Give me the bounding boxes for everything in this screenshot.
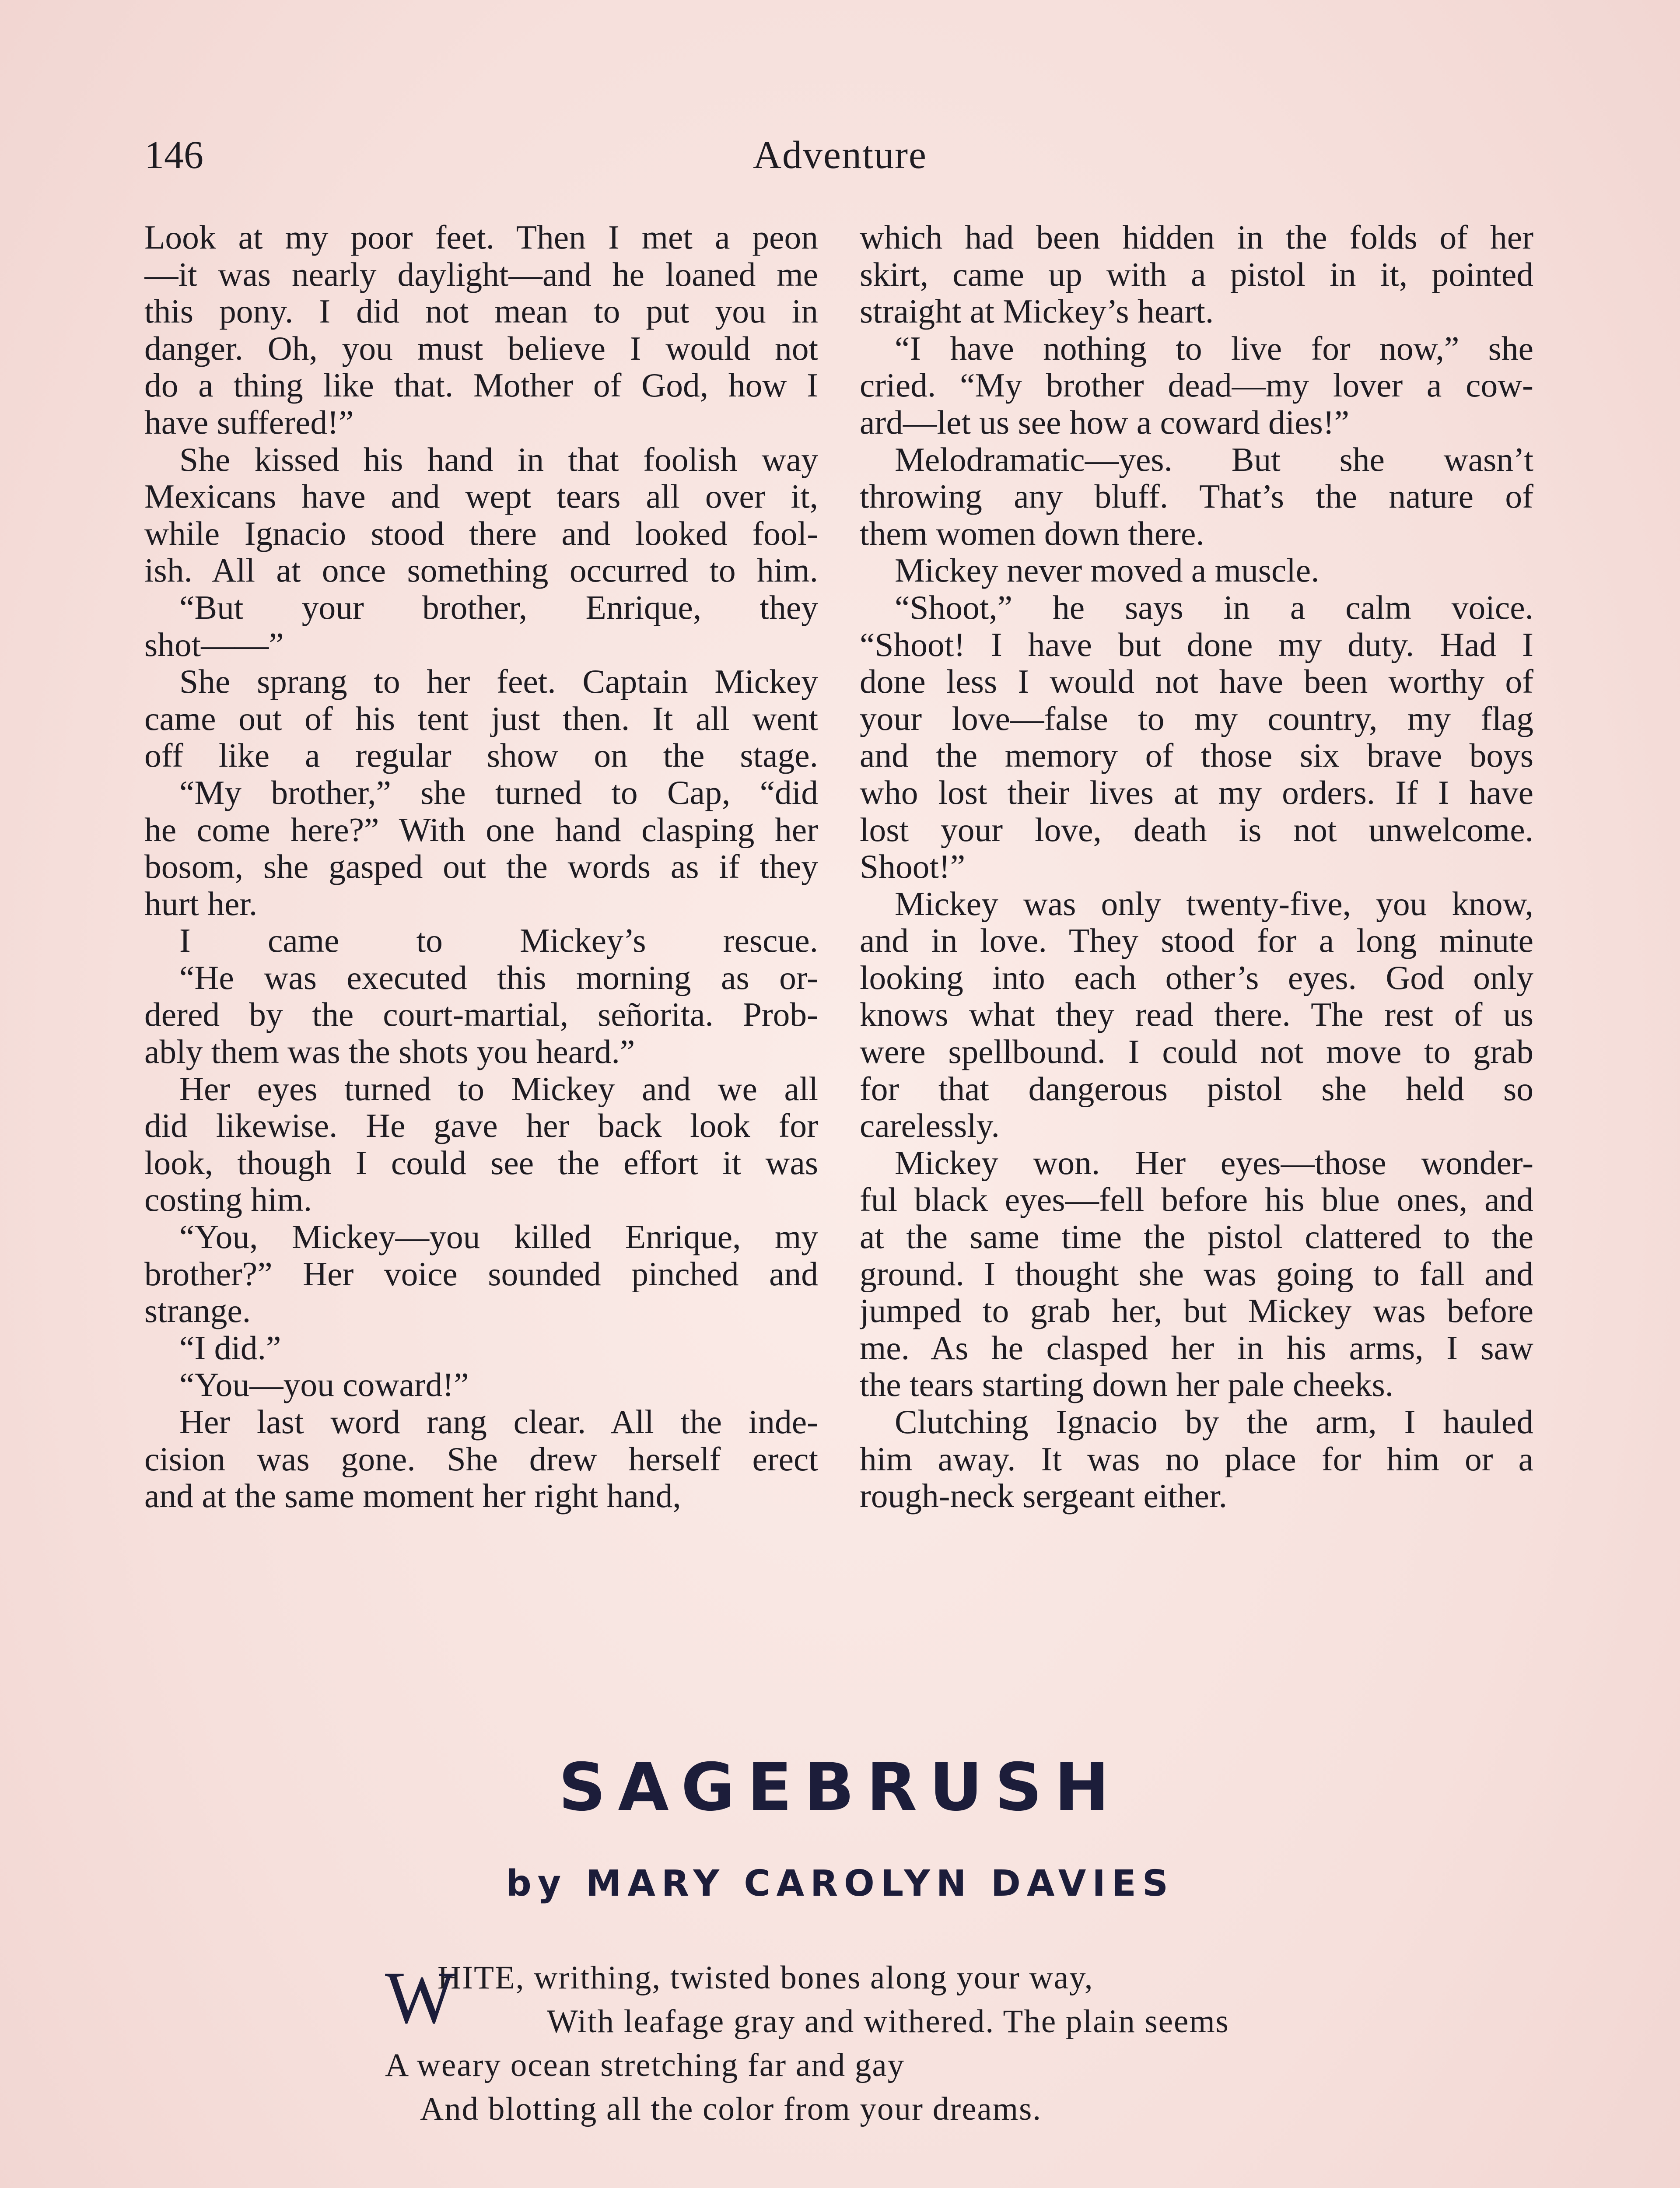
poem-body (385, 1956, 1435, 2131)
poem-line: With leafage gray and withered. The plain seems (547, 2003, 1229, 2040)
text-line: him away. It was no place for him or a (860, 1440, 1533, 1478)
running-head: Adventure (753, 133, 927, 177)
drop-cap: W (385, 1957, 456, 2039)
text-line: ard—let us see how a coward dies!” (860, 403, 1350, 441)
text-line: jumped to grab her, but Mickey was before (860, 1292, 1533, 1329)
text-line: ground. I thought she was going to fall and (860, 1255, 1533, 1293)
text-line: Her eyes turned to Mickey and we all (179, 1070, 818, 1108)
text-line: “You, Mickey—you killed Enrique, my (179, 1218, 818, 1255)
text-line: Her last word rang clear. All the inde- (179, 1403, 818, 1441)
text-line: Mickey was only twenty-five, you know, (895, 885, 1533, 922)
text-line: your love—false to my country, my flag (860, 700, 1533, 737)
poem-line: HITE, writhing, twisted bones along your way, (438, 1960, 1094, 1996)
text-line: the tears starting down her pale cheeks. (860, 1366, 1394, 1403)
text-line: this pony. I did not mean to put you in (144, 293, 818, 330)
text-line: ably them was the shots you heard.” (144, 1033, 635, 1070)
text-line: cried. “My brother dead—my lover a cow- (860, 367, 1533, 404)
text-line: strange. (144, 1292, 251, 1329)
text-line: danger. Oh, you must believe I would not (144, 330, 818, 367)
text-line: looking into each other’s eyes. God only (860, 959, 1533, 996)
text-line: throwing any bluff. That’s the nature of (860, 478, 1533, 515)
text-line: She sprang to her feet. Captain Mickey (179, 663, 818, 700)
text-line: “My brother,” she turned to Cap, “did (179, 774, 818, 811)
text-line: straight at Mickey’s heart. (860, 293, 1214, 330)
text-line: dered by the court-martial, señorita. Prob- (144, 996, 818, 1034)
text-line: “I did.” (179, 1329, 281, 1367)
text-line: brother?” Her voice sounded pinched and (144, 1255, 818, 1293)
text-line: lost your love, death is not unwelcome. (860, 811, 1533, 849)
text-line: costing him. (144, 1181, 312, 1219)
poem-line: And blotting all the color from your dreams. (420, 2091, 1042, 2127)
text-line: them women down there. (860, 515, 1204, 552)
text-line: hurt her. (144, 885, 258, 922)
text-line: while Ignacio stood there and looked fool- (144, 515, 818, 552)
text-line: and at the same moment her right hand, (144, 1477, 681, 1515)
text-line: Clutching Ignacio by the arm, I hauled (895, 1403, 1533, 1441)
text-line: me. As he clasped her in his arms, I saw (860, 1329, 1533, 1367)
text-line: done less I would not have been worthy of (860, 663, 1533, 700)
text-line: and the memory of those six brave boys (860, 737, 1533, 774)
text-line: bosom, she gasped out the words as if they (144, 848, 818, 885)
text-line: he come here?” With one hand clasping her (144, 811, 818, 849)
text-line: who lost their lives at my orders. If I have (860, 774, 1533, 811)
text-line: “I have nothing to live for now,” she (895, 330, 1533, 367)
text-line: were spellbound. I could not move to grab (860, 1033, 1533, 1070)
text-line: knows what they read there. The rest of us (860, 996, 1533, 1034)
poem-title: SAGEBRUSH (558, 1750, 1122, 1826)
text-line: cision was gone. She drew herself erect (144, 1440, 818, 1478)
text-line: at the same time the pistol clattered to the (860, 1218, 1533, 1255)
text-line: Mickey never moved a muscle. (895, 552, 1320, 589)
text-line: did likewise. He gave her back look for (144, 1107, 818, 1144)
text-line: and in love. They stood for a long minute (860, 922, 1533, 959)
text-line: shot——” (144, 626, 284, 663)
poem-line: A weary ocean stretching far and gay (385, 2047, 905, 2083)
text-line: for that dangerous pistol she held so (860, 1070, 1533, 1108)
text-line: off like a regular show on the stage. (144, 737, 818, 774)
text-line: “You—you coward!” (179, 1366, 469, 1403)
text-line: look, though I could see the effort it was (144, 1144, 818, 1182)
text-line: Shoot!” (860, 848, 966, 885)
text-line: —it was nearly daylight—and he loaned me (144, 256, 818, 293)
text-line: have suffered!” (144, 403, 354, 441)
text-line: “Shoot,” he says in a calm voice. (895, 589, 1533, 626)
text-line: Mexicans have and wept tears all over it, (144, 478, 818, 515)
text-line: Melodramatic—yes. But she wasn’t (895, 441, 1533, 478)
text-line: do a thing like that. Mother of God, how I (144, 367, 818, 404)
text-line: carelessly. (860, 1107, 1000, 1144)
poem-byline: by MARY CAROLYN DAVIES (506, 1863, 1174, 1904)
text-line: ful black eyes—fell before his blue ones, and (860, 1181, 1533, 1219)
page-number: 146 (144, 133, 203, 177)
text-line: Mickey won. Her eyes—those wonder- (895, 1144, 1533, 1182)
text-line: “Shoot! I have but done my duty. Had I (860, 626, 1533, 663)
text-line: Look at my poor feet. Then I met a peon (144, 219, 818, 256)
text-line: came out of his tent just then. It all went (144, 700, 818, 737)
text-line: She kissed his hand in that foolish way (179, 441, 818, 478)
text-line: rough-neck sergeant either. (860, 1477, 1227, 1515)
story-column-left (144, 219, 818, 1515)
text-line: skirt, came up with a pistol in it, pointed (860, 256, 1533, 293)
text-line: ish. All at once something occurred to him. (144, 552, 818, 589)
text-line: which had been hidden in the folds of her (860, 219, 1533, 256)
text-line: “But your brother, Enrique, they (179, 589, 818, 626)
text-line: I came to Mickey’s rescue. (179, 922, 818, 959)
story-column-right (860, 219, 1533, 1515)
text-line: “He was executed this morning as or- (179, 959, 818, 996)
